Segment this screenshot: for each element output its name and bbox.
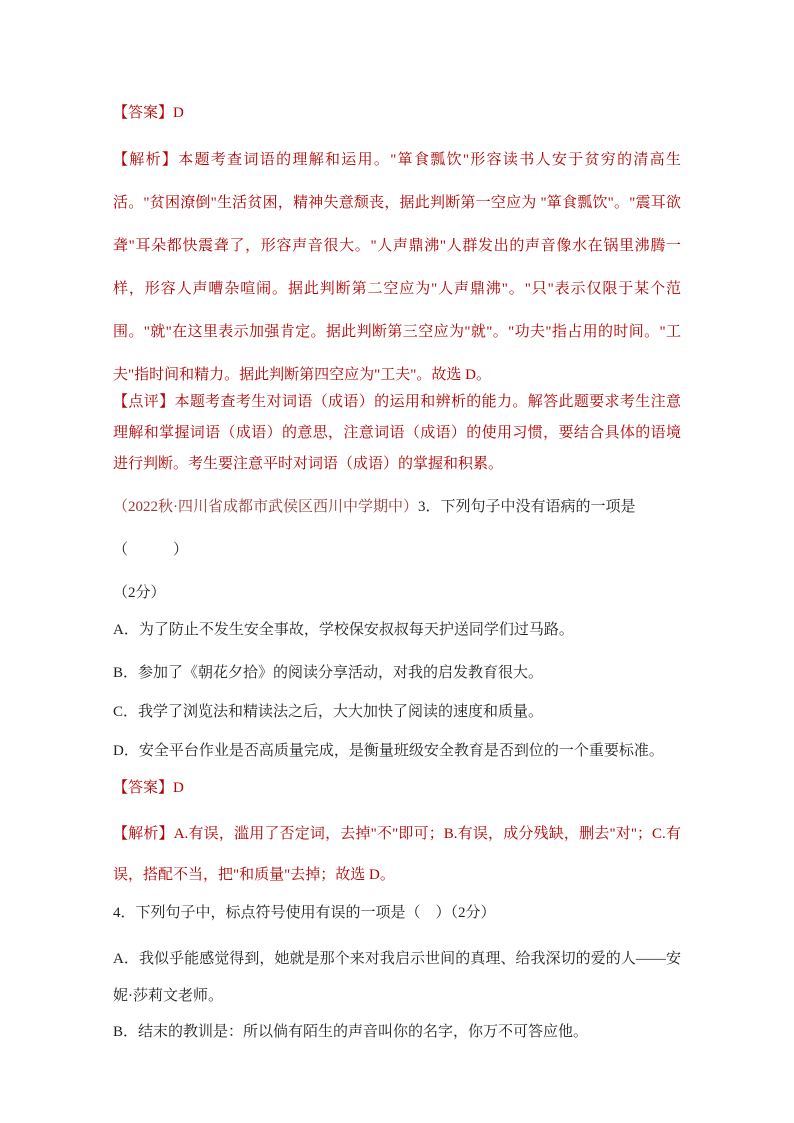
q2-comment-label: 【点评】 — [113, 394, 175, 410]
q3-option-d-label: D． — [113, 743, 139, 759]
q3-source-citation: （2022秋·四川省成都市武侯区西川中学期中） — [113, 499, 418, 515]
q4-stem-line — [113, 892, 681, 935]
q3-option-c — [113, 691, 681, 734]
q3-answer-line — [113, 767, 681, 810]
q2-answer-line — [113, 92, 681, 135]
q4-option-a-text: 我似乎能感觉得到，她就是那个来对我启示世间的真理、给我深切的爱的人——安妮·莎莉文老师。 — [113, 951, 681, 1004]
q3-option-a — [113, 609, 681, 652]
q3-option-d-text: 安全平台作业是否高质量完成，是衡量班级安全教育是否到位的一个重要标准。 — [138, 743, 664, 759]
q4-option-b-text: 结末的教训是：所以倘有陌生的声音叫你的名字，你万不可答应他。 — [138, 1024, 589, 1040]
q3-score: （2分） — [113, 585, 166, 601]
q4-number: 4． — [113, 905, 136, 921]
q3-stem-line — [113, 486, 681, 572]
q4-option-a — [113, 941, 681, 1015]
q3-option-b-label: B． — [113, 665, 139, 681]
q2-answer-label: 【答案】 — [113, 105, 174, 121]
q4-option-b-label: B． — [113, 1024, 139, 1040]
q3-stem-text: 下列句子中没有语病的一项是（ ） — [113, 499, 636, 558]
q4-stem-text: 下列句子中，标点符号使用有误的一项是（ ）（2分） — [135, 905, 496, 921]
q3-answer-label: 【答案】 — [113, 780, 174, 796]
q4-option-a-label: A． — [113, 951, 139, 967]
q3-option-a-text: 为了防止不发生安全事故，学校保安叔叔每天护送同学们过马路。 — [138, 622, 574, 638]
q3-analysis-paragraph — [113, 814, 681, 896]
q2-analysis-paragraph — [113, 139, 681, 397]
q2-comment-text: 本题考查考生对词语（成语）的运用和辨析的能力。解答此题要求考生注意理解和掌握词语（成语）的意思，注意词语（成语）的使用习惯，要结合具体的语境进行判断。考生要注意平时对词语（成语）的掌握和积累。 — [113, 394, 681, 472]
q3-number: 3． — [418, 499, 441, 515]
q2-comment-paragraph — [113, 387, 681, 480]
document-content — [113, 92, 681, 1054]
q3-answer-value: D — [173, 780, 184, 796]
q4-option-b — [113, 1011, 681, 1054]
q3-option-b-text: 参加了《朝花夕拾》的阅读分享活动，对我的启发教育很大。 — [138, 665, 544, 681]
q2-analysis-text: 本题考查词语的理解和运用。"箪食瓢饮"形容读书人安于贫穷的清高生活。"贫困潦倒"生活贫困，精神失意颓丧，据此判断第一空应为 "箪食瓢饮"。"震耳欲聋"耳朵都快震聋了，形容声音很大。"人声鼎沸"人群发出的声音像水在锅里沸腾一样，形容人声嘈杂喧闹。据此判断第二空应为"人声鼎沸"。"只"表示仅限于某个范围。"就"在这里表示加强肯定。据此判断第三空应为"就"。"功夫"指占用的时间。"工夫"指时间和精力。据此判断第四空应为"工夫"。故选 D。 — [113, 152, 681, 383]
q3-option-c-text: 我学了浏览法和精读法之后，大大加快了阅读的速度和质量。 — [138, 704, 544, 720]
q3-analysis-text: A.有误，滥用了否定词，去掉"不"即可；B.有误，成分残缺，删去"对"；C.有误，搭配不当，把"和质量"去掉；故选 D。 — [113, 826, 681, 883]
q2-analysis-label: 【解析】 — [113, 152, 179, 168]
q2-answer-value: D — [173, 105, 184, 121]
q3-option-c-label: C． — [113, 704, 139, 720]
q3-option-b — [113, 652, 681, 695]
q3-option-d — [113, 730, 681, 773]
q3-analysis-label: 【解析】 — [113, 826, 174, 842]
q3-option-a-label: A． — [113, 622, 139, 638]
